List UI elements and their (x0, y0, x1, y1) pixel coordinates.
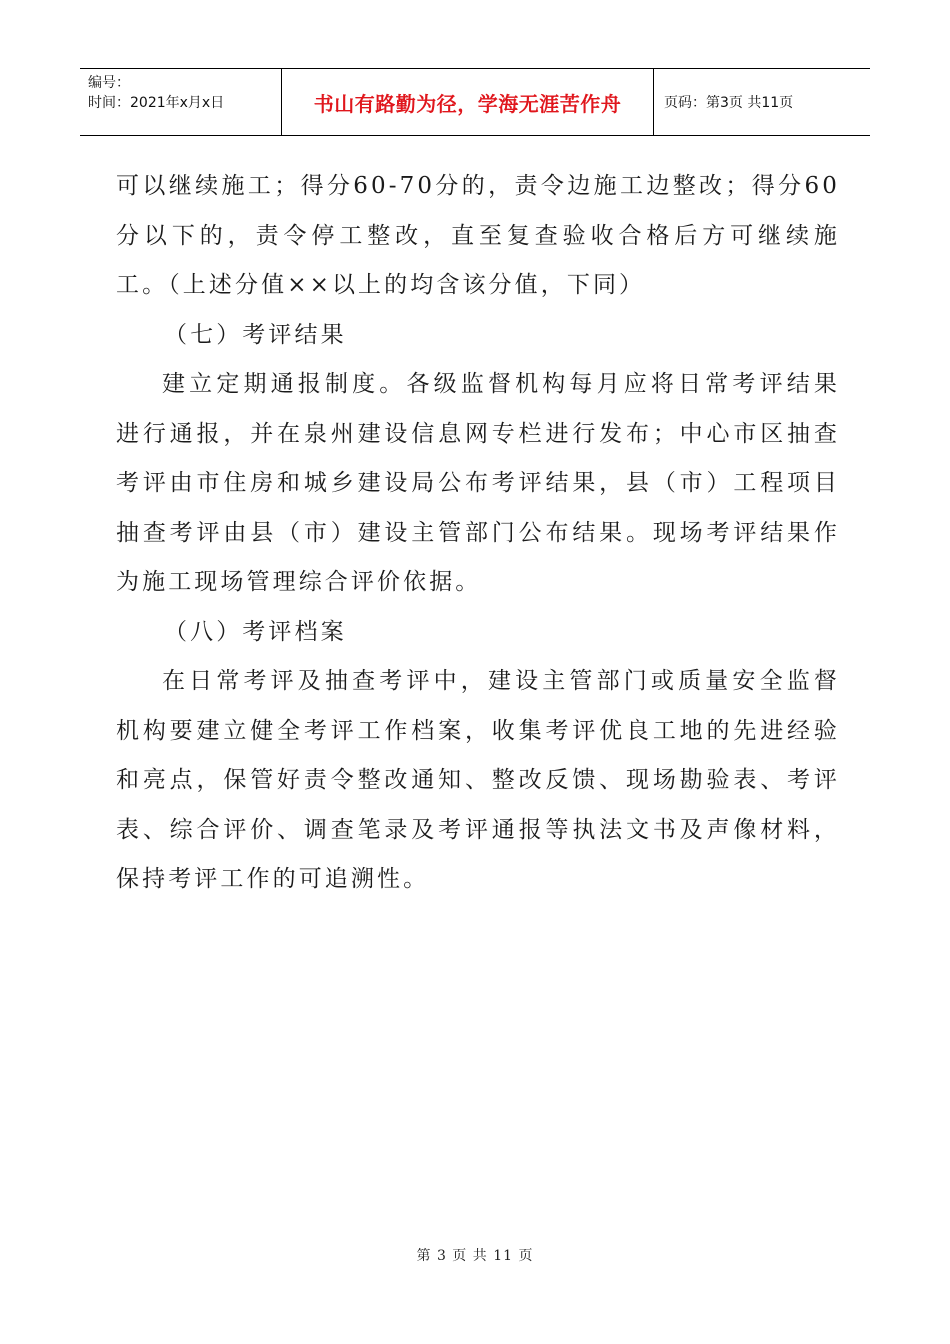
document-body (116, 162, 840, 905)
section-title-8: （八）考评档案 (164, 618, 347, 645)
header-page-info: 页码：第3页 共11页 (664, 95, 794, 111)
paragraph-results: 建立定期通报制度。各级监督机构每月应将日常考评结果进行通报，并在泉州建设信息网专栏进行发布；中心市区抽查考评由市住房和城乡建设局公布考评结果，县（市）工程项目抽查考评由县（市）建设主管部门公布结果。现场考评结果作为施工现场管理综合评价依据。 (116, 371, 840, 595)
header-number-label: 编号： (88, 75, 130, 91)
header-motto: 书山有路勤为径，学海无涯苦作舟 (282, 69, 654, 135)
paragraph-archives: 在日常考评及抽查考评中，建设主管部门或质量安全监督机构要建立健全考评工作档案，收集考评优良工地的先进经验和亮点，保管好责令整改通知、整改反馈、现场勘验表、考评表、综合评价、调查笔录及考评通报等执法文书及声像材料，保持考评工作的可追溯性。 (116, 668, 840, 892)
paragraph-continued: 可以继续施工；得分60-70分的，责令边施工边整改；得分60分以下的，责令停工整改，直至复查验收合格后方可继续施工。（上述分值××以上的均含该分值，下同） (116, 173, 840, 298)
header-meta (80, 69, 282, 135)
header-time-label: 时间：2021年x月x日 (88, 95, 225, 111)
section-title-7: （七）考评结果 (164, 321, 347, 348)
document-header (80, 68, 870, 136)
page-footer: 第 3 页 共 11 页 (416, 1248, 534, 1264)
